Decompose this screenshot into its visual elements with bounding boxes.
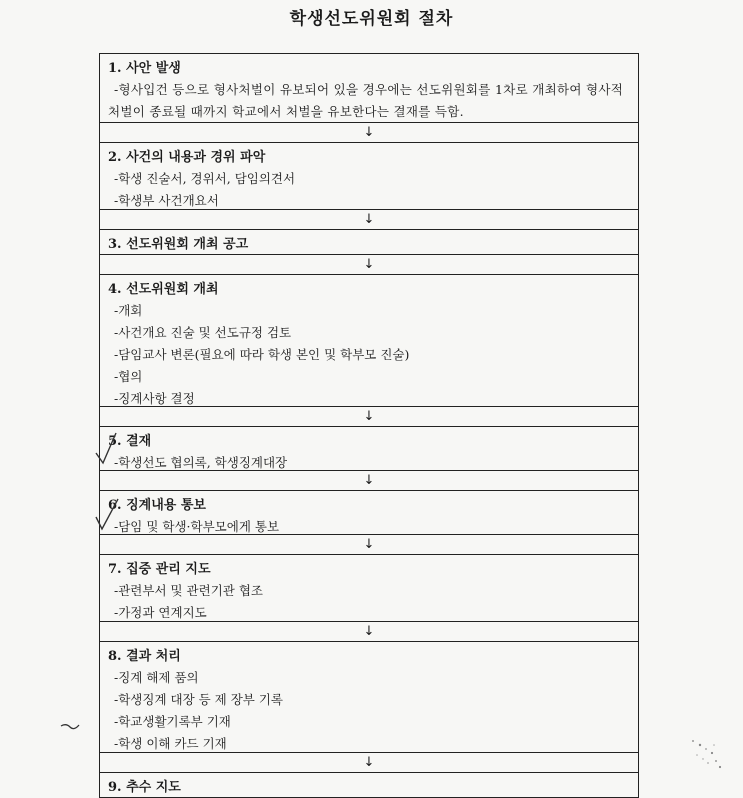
arrow-down-icon: ↓ bbox=[363, 257, 375, 272]
step-title: 9. 추수 지도 bbox=[108, 780, 181, 795]
arrow-down-icon: ↓ bbox=[363, 755, 375, 770]
step-item: -징계사항 결정 bbox=[114, 391, 195, 406]
flow-arrow bbox=[100, 622, 638, 642]
step-1 bbox=[100, 54, 638, 123]
flow-arrow bbox=[100, 753, 638, 773]
step-item: -개회 bbox=[114, 303, 143, 318]
procedure-table bbox=[99, 53, 639, 798]
step-item: -형사입건 등으로 형사처벌이 유보되어 있을 경우에는 선도위원회를 1차로 개최하여 형사적 처벌이 종료될 때까지 학교에서 처벌을 유보한다는 결재를 득함. bbox=[108, 82, 624, 119]
step-title: 4. 선도위원회 개최 bbox=[108, 282, 219, 297]
scan-smudge bbox=[688, 735, 728, 775]
flow-arrow bbox=[100, 255, 638, 275]
step-item: -학생선도 협의록, 학생징계대장 bbox=[114, 455, 288, 470]
step-item: -징계 해제 품의 bbox=[114, 670, 199, 685]
arrow-down-icon: ↓ bbox=[363, 212, 375, 227]
step-4 bbox=[100, 275, 638, 407]
step-item: -사건개요 진술 및 선도규정 검토 bbox=[114, 325, 292, 340]
step-item: -담임교사 변론(필요에 따라 학생 본인 및 학부모 진술) bbox=[114, 347, 410, 362]
document-title: 학생선도위원회 절차 bbox=[289, 9, 454, 29]
step-8 bbox=[100, 642, 638, 753]
step-2 bbox=[100, 143, 638, 210]
step-title: 2. 사건의 내용과 경위 파악 bbox=[108, 150, 266, 165]
step-title: 5. 결재 bbox=[108, 434, 152, 449]
step-item: -학생 진술서, 경위서, 담임의견서 bbox=[114, 171, 296, 186]
step-item: -학생부 사건개요서 bbox=[114, 193, 219, 208]
step-item: -학교생활기록부 기재 bbox=[114, 714, 231, 729]
arrow-down-icon: ↓ bbox=[363, 537, 375, 552]
step-title: 6. 징계내용 통보 bbox=[108, 498, 206, 513]
step-item: -학생징계 대장 등 제 장부 기록 bbox=[114, 692, 283, 707]
step-7 bbox=[100, 555, 638, 622]
step-6 bbox=[100, 491, 638, 535]
step-item: -협의 bbox=[114, 369, 143, 384]
arrow-down-icon: ↓ bbox=[363, 409, 375, 424]
step-title: 8. 결과 처리 bbox=[108, 649, 181, 664]
flow-arrow bbox=[100, 407, 638, 427]
step-item: -가정과 연계지도 bbox=[114, 605, 207, 620]
step-item: -관련부서 및 관련기관 협조 bbox=[114, 583, 263, 598]
flow-arrow bbox=[100, 471, 638, 491]
arrow-down-icon: ↓ bbox=[363, 125, 375, 140]
arrow-down-icon: ↓ bbox=[363, 473, 375, 488]
step-title: 1. 사안 발생 bbox=[108, 61, 181, 76]
flow-arrow bbox=[100, 123, 638, 143]
step-title: 7. 집중 관리 지도 bbox=[108, 562, 211, 577]
flow-arrow bbox=[100, 535, 638, 555]
step-item: -학생 이해 카드 기재 bbox=[114, 736, 227, 751]
step-title: 3. 선도위원회 개최 공고 bbox=[108, 237, 249, 252]
step-3 bbox=[100, 230, 638, 255]
step-9 bbox=[100, 773, 638, 797]
step-5 bbox=[100, 427, 638, 471]
scan-smudge bbox=[60, 722, 80, 730]
step-item: -담임 및 학생·학부모에게 통보 bbox=[114, 519, 280, 534]
arrow-down-icon: ↓ bbox=[363, 624, 375, 639]
flow-arrow bbox=[100, 210, 638, 230]
